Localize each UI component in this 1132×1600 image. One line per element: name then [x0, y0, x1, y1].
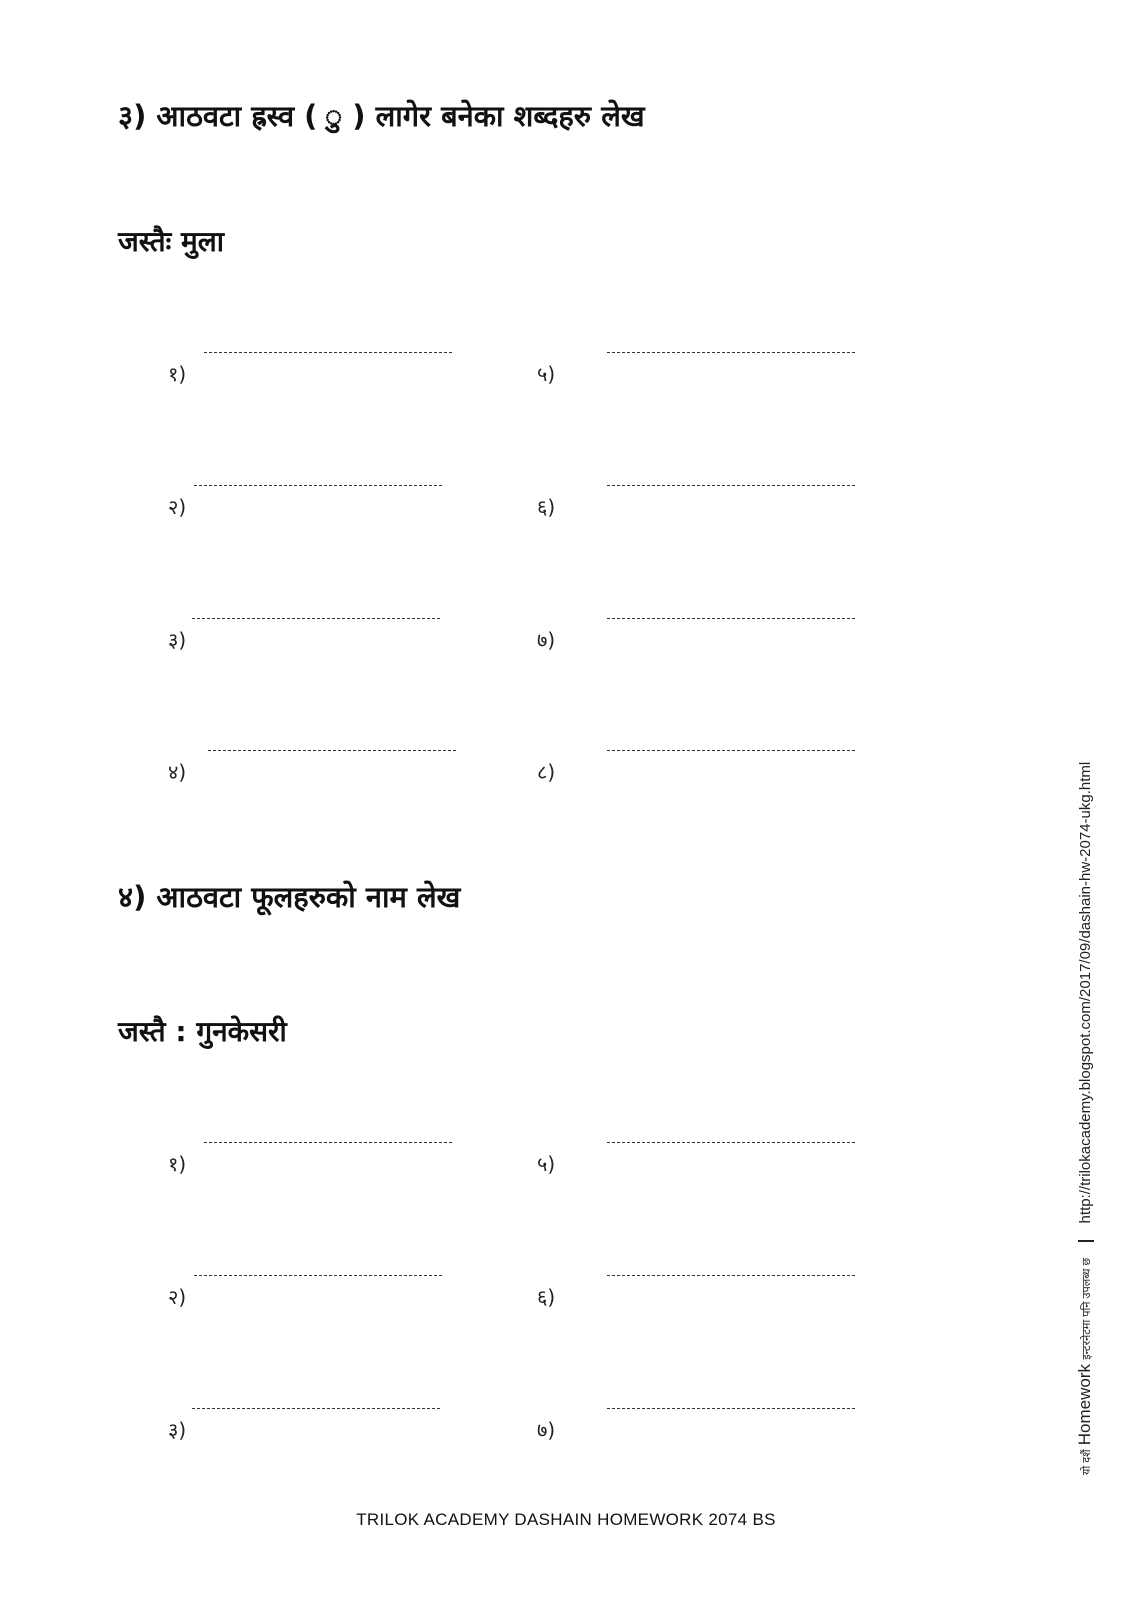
q3-answer-2-number: २)	[168, 495, 187, 519]
q3-answer-3-blank[interactable]	[192, 618, 440, 619]
side-note-url[interactable]: http://trilokacademy.blogspot.com/2017/09/dashain-hw-2074-ukg.html	[1077, 761, 1094, 1224]
q3-answer-1-number: १)	[168, 362, 187, 386]
q4-answer-1-blank[interactable]	[204, 1142, 452, 1143]
side-note-divider	[1078, 1240, 1094, 1242]
q3-answer-4-blank[interactable]	[208, 750, 456, 751]
q4-answer-1-number: १)	[168, 1152, 187, 1176]
q4-answer-7-number: ७)	[537, 1418, 556, 1442]
side-note	[1075, 762, 1095, 1475]
footer-text: TRILOK ACADEMY DASHAIN HOMEWORK 2074 BS	[356, 1510, 776, 1529]
q4-answer-5-number: ५)	[537, 1152, 556, 1176]
q3-answer-6-blank[interactable]	[607, 485, 855, 486]
q3-answer-1-blank[interactable]	[204, 352, 452, 353]
question-3-title: ३) आठवटा ह्रस्व ( ु ) लागेर बनेका शब्दहरु लेख	[118, 99, 645, 133]
q4-answer-6-number: ६)	[537, 1285, 556, 1309]
q4-answer-2-number: २)	[168, 1285, 187, 1309]
q4-answer-5-blank[interactable]	[607, 1142, 855, 1143]
q3-answer-2-blank[interactable]	[194, 485, 442, 486]
side-note-brand: Homework	[1075, 1363, 1094, 1446]
q3-answer-7-blank[interactable]	[607, 618, 855, 619]
q4-answer-7-blank[interactable]	[607, 1408, 855, 1409]
q3-answer-6-number: ६)	[537, 495, 556, 519]
side-note-prefix: यो दशैं	[1081, 1449, 1093, 1475]
q3-answer-8-blank[interactable]	[607, 750, 855, 751]
question-3-example: जस्तैः मुला	[118, 225, 225, 258]
q3-answer-5-number: ५)	[537, 362, 556, 386]
q3-answer-3-number: ३)	[168, 628, 187, 652]
q3-answer-4-number: ४)	[168, 760, 187, 784]
side-note-suffix: इन्टरनेटमा पनि उपलब्ध छ	[1081, 1257, 1093, 1360]
q3-answer-8-number: ८)	[537, 760, 556, 784]
q4-answer-2-blank[interactable]	[194, 1275, 442, 1276]
q3-answer-5-blank[interactable]	[607, 352, 855, 353]
question-4-example: जस्तै : गुनकेसरी	[118, 1015, 287, 1048]
q4-answer-3-number: ३)	[168, 1418, 187, 1442]
q4-answer-6-blank[interactable]	[607, 1275, 855, 1276]
question-4-title: ४) आठवटा फूलहरुको नाम लेख	[118, 880, 461, 914]
q3-answer-7-number: ७)	[537, 628, 556, 652]
q4-answer-3-blank[interactable]	[192, 1408, 440, 1409]
